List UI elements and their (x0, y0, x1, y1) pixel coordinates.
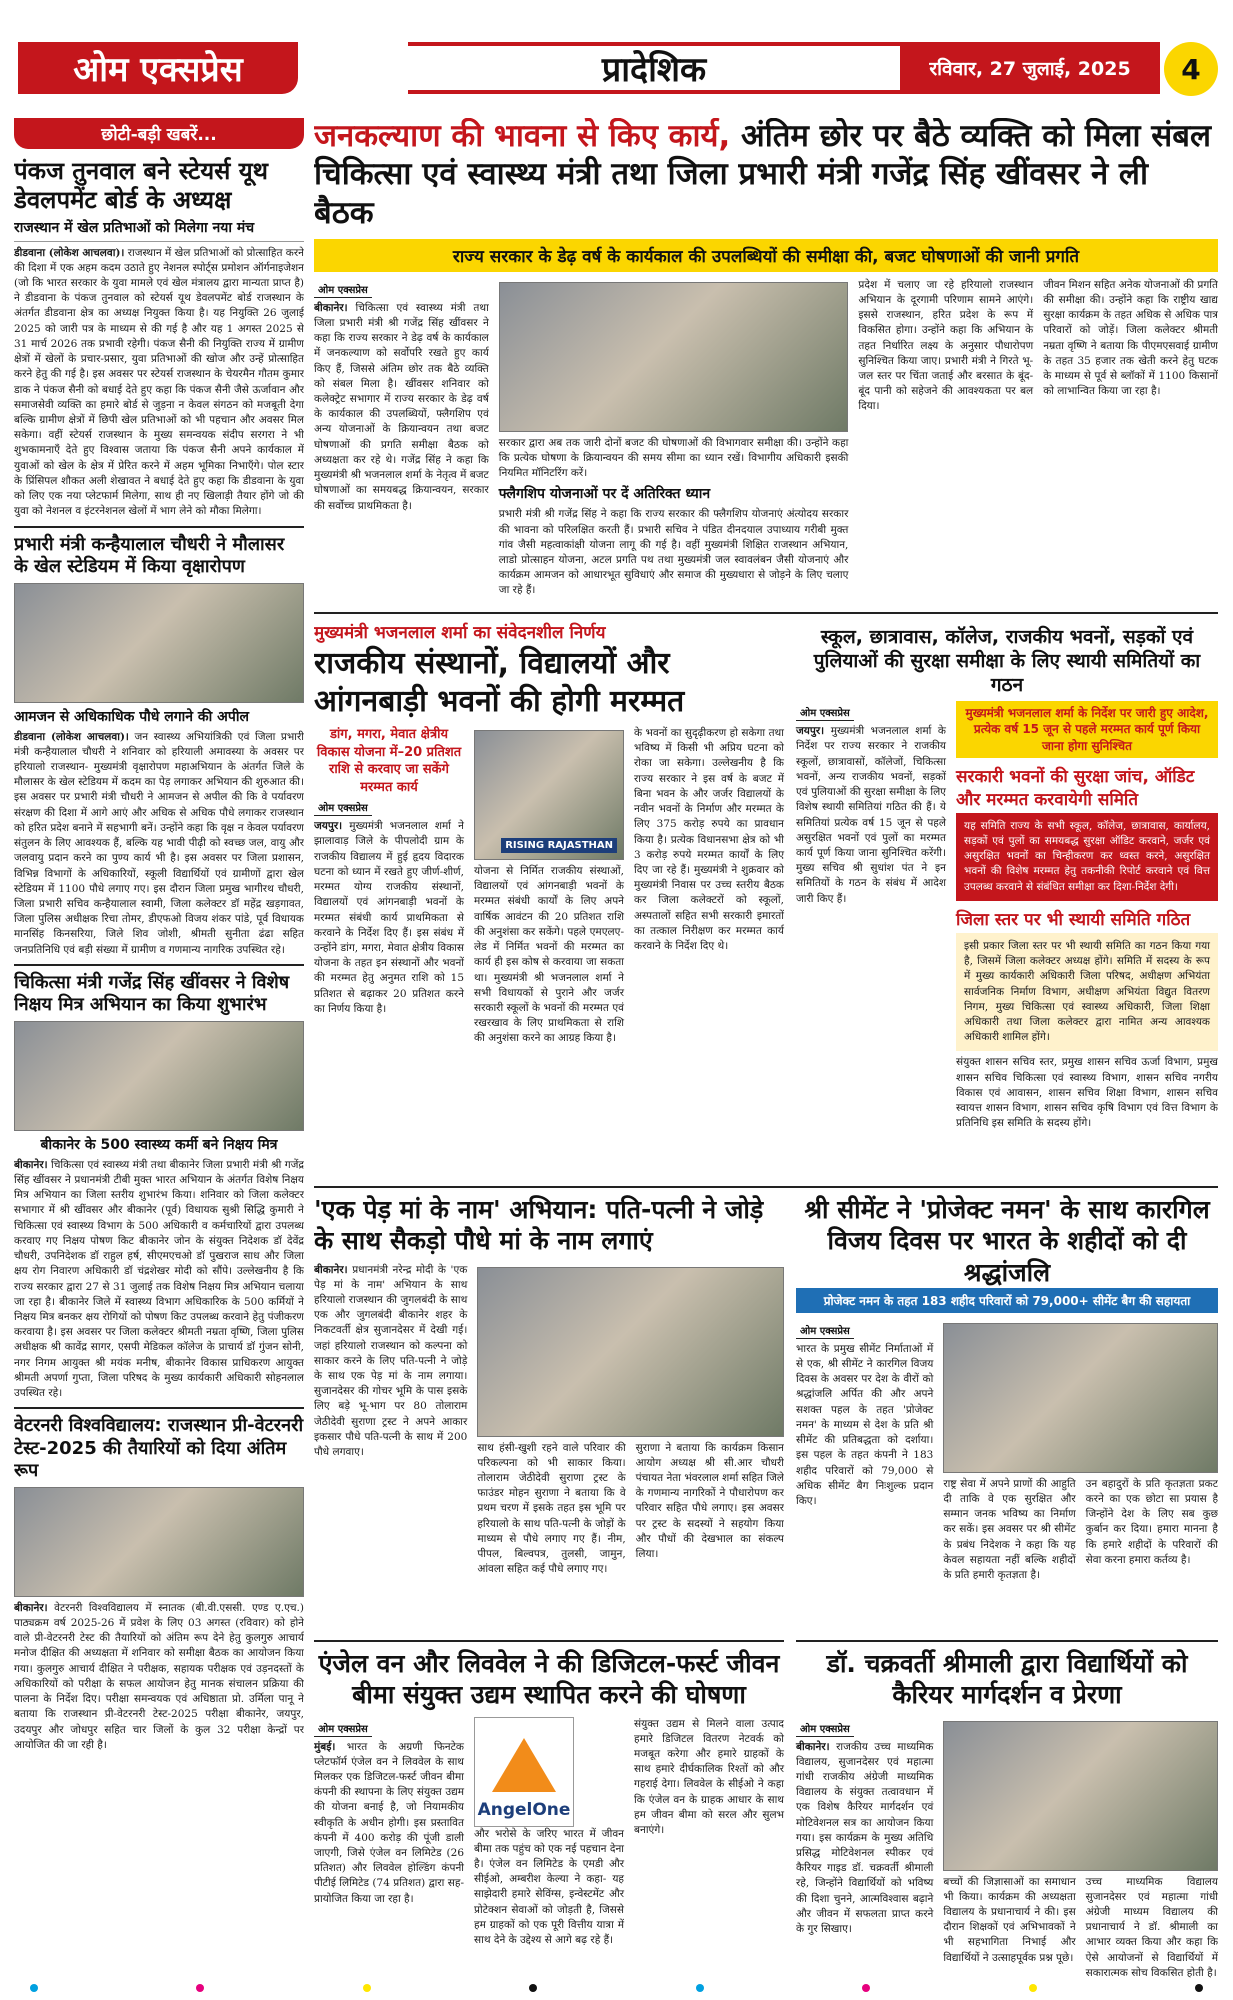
source-tag: ओम एक्सप्रेस (796, 1720, 854, 1737)
cm-photo (474, 730, 624, 860)
story-body (314, 1740, 464, 1907)
story-headline: श्री सीमेंट ने 'प्रोजेक्ट नमन' के साथ कारगिल विजय दिवस पर भारत के शहीदों को दी श्रद्धांजलि (804, 1195, 1210, 1287)
story-text: प्रधानमंत्री नरेन्द्र मोदी के 'एक पेड़ मां के नाम' अभियान के साथ हरियालो राजस्थान की जुगलबंदी के साथ एक और जुगलबंदी बीकानेर शहर के निकटवर्ती क्षेत्र सुजानदेसर में देखी गई। जहां हरियालो राजस्थान को कल्पना को साकार करने के लिए पति-पत्नी ने जोड़े के साथ एक पेड़ मां के नाम लगाया। सुजानदेसर की गोचर भूमि के पास इसके लिए बड़े भू-भाग पर 80 तोलाराम जेठीदेवी सुराणा ट्रस्ट ने अपने आकार इकसार पौधे पति-पत्नी के साथ में 200 पौधे लगवाए। (314, 1263, 468, 1459)
middle-row (314, 620, 1218, 1180)
photo-caption: बीकानेर के 500 स्वास्थ्य कर्मी बने निक्षय मित्र (40, 1136, 278, 1153)
story-text: के भवनों का सुदृढ़ीकरण हो सकेगा तथा भविष्य में किसी भी अप्रिय घटना को रोका जा सकेगा। उल्लेखनीय है कि राज्य सरकार ने इस वर्ष के बजट में बिना भवन के और जर्जर विद्यालयों के नवीन भवनों के निर्माण और मरम्मत के लिए 375 करोड़ रुपये का प्रावधान किया है। प्रत्येक विधानसभा क्षेत्र को भी 3 करोड़ रुपये मरम्मत कार्यों के लिए दिए जा रहे हैं। मुख्यमंत्री ने शुक्रवार को मुख्यमंत्री निवास पर उच्च स्तरीय बैठक कर जिला कलेक्टरों को स्कूलों, अस्पतालों सहित सभी सरकारी इमारतों का तत्काल निरीक्षण कर मरम्मत कार्य करवाने के निर्देश दिए थे। (634, 727, 784, 953)
story-text: भारत के अग्रणी फिनटेक प्लेटफॉर्म एंजेल वन ने लिववेल के साथ मिलकर एक डिजिटल-फर्स्ट जीवन बीमा कंपनी की स्थापना के लिए संयुक्त उद्यम की योजना बनाई है, जो नियामकीय स्वीकृति के अधीन होगी। इस प्रस्तावित कंपनी में 400 करोड़ की पूंजी डाली जाएगी, जिसे एंजेल वन लिमिटेड (26 प्रतिशत) और लिववेल होल्डिंग कंपनी पीटीई लिमिटेड (74 प्रतिशत) द्वारा सह-प्रायोजित किया जा रहा है। (314, 1740, 464, 1905)
lead-col-1 (314, 278, 489, 599)
lead-headline-highlight: जनकल्याण की भावना से किए कार्य, (314, 118, 731, 154)
story-headline: वेटरनरी विश्वविद्यालय: राजस्थान प्री-वेटरनरी टेस्ट-2025 की तैयारियों को दिया अंतिम रूप (14, 1415, 304, 1482)
byline: बीकानेर। (314, 1263, 348, 1276)
story-headline: राजकीय संस्थानों, विद्यालयों और आंगनबाड़ी भवनों की होगी मरम्मत (314, 646, 685, 719)
story-body (314, 1263, 467, 1461)
issue-date: रविवार, 27 जुलाई, 2025 (900, 42, 1160, 94)
story-text: सरकार द्वारा अब तक जारी दोनों बजट की घोषणाओं की विभागवार समीक्षा की। उन्होंने कहा कि प्रत्येक घोषणा के क्रियान्वयन की समय सीमा का ध्यान रखें। विभागीय अधिकारी इसकी नियमित मॉनिटरिंग करें। (498, 436, 849, 480)
story-headline: पंकज तुनवाल बने स्टेयर्स यूथ डेवलपमेंट बोर्ड के अध्यक्ष (14, 157, 268, 214)
cement-photo (943, 1323, 1218, 1473)
registration-dot-icon (862, 1984, 870, 1992)
story-text: मुख्यमंत्री भजनलाल शर्मा ने झालावाड़ जिले के पीपलोदी ग्राम के राजकीय विद्यालय में हुई हृदय विदारक घटना को ध्यान में रखते हुए जीर्ण-शीर्ण, मरम्मत योग्य राजकीय संस्थानों, विद्यालयों एवं आंगनबाड़ी भवनों के मरम्मत संबंधी कार्य प्राथमिकता से करवाने के निर्देश दिए हैं। इस संबंध में उन्होंने डांग, मगरा, मेवात क्षेत्रीय विकास योजना के तहत इन संस्थानों और भवनों की मरम्मत हेतु अनुमत राशि को 15 प्रतिशत से बढ़ाकर 20 प्रतिशत करने का निर्णय किया है। (314, 820, 464, 1015)
story-body (796, 1740, 933, 1938)
story-text: संयुक्त उद्यम से मिलने वाला उत्पाद हमारे डिजिटल वितरण नेटवर्क को मजबूत करेगा और हमारे ग्राहकों के साथ हमारे दीर्घकालिक रिश्तों को और गहराई देगा। लिववेल के सीईओ ने कहा कि एंजेल वन के ग्राहक आधार के साथ हम जीवन बीमा को सरल और सुलभ बनाएंगे। (634, 1717, 784, 1837)
story-angel-one (314, 1648, 784, 1948)
registration-dot-icon (196, 1984, 204, 1992)
highlight-bar: मुख्यमंत्री भजनलाल शर्मा के निर्देश पर जारी हुए आदेश, प्रत्येक वर्ष 15 जून से पहले मरम्मत कार्य पूर्ण किया जाना होगा सुनिश्चित (956, 701, 1218, 758)
lead-headline (314, 118, 1218, 155)
story-body (796, 724, 946, 907)
registration-dot-icon (1029, 1984, 1037, 1992)
story-body (14, 246, 304, 520)
story-subhead: फ्लैगशिप योजनाओं पर दें अतिरिक्त ध्यान (498, 486, 711, 503)
story-headline: एंजेल वन और लिववेल ने की डिजिटल-फर्स्ट जीवन बीमा संयुक्त उद्यम स्थापित करने की घोषणा (318, 1649, 780, 1710)
story-body (14, 1601, 304, 1753)
byline: जयपुर। (314, 820, 343, 833)
byline: बीकानेर। (14, 1158, 48, 1171)
story-text: उन बहादुरों के प्रति कृतज्ञता प्रकट करने का एक छोटा सा प्रयास है जिन्होंने देश के लिए सब कुछ कुर्बान कर दिया। हमारा मानना है कि हमारे शहीदों के परिवारों की सेवा करना हमारा कर्तव्य है। (1085, 1477, 1218, 1566)
story-text: योजना से निर्मित राजकीय संस्थाओं, विद्यालयों एवं आंगनबाड़ी भवनों के मरम्मत संबंधी कार्यों के लिए अपने वार्षिक आवंटन की 20 प्रतिशत राशि की अनुशंसा कर सकेंगे। पहले एमएलए-लेड में निर्मित भवनों की मरम्मत का कार्य ही इस कोष से करवाया जा सकता था। मुख्यमंत्री श्री भजनलाल शर्मा ने सभी विधायकों से पुराने और जर्जर सरकारी स्कूलों के भवनों की मरम्मत एवं रखरखाव के लिए प्राथमिकता से राशि की अनुशंसा करने का आग्रह किया है। (474, 865, 624, 1045)
info-box-red (956, 813, 1218, 901)
story-text: भारत के प्रमुख सीमेंट निर्माताओं में से एक, श्री सीमेंट ने कारगिल विजय दिवस के अवसर पर देश के वीरों को श्रद्धांजलि अर्पित की और अपने सशक्त पहल के तहत 'प्रोजेक्ट नमन' के माध्यम से देश के प्रति श्री सीमेंट की प्रतिबद्धता को दर्शाया। इस पहल के तहत कंपनी ने 183 शहीद परिवारों को 79,000 से अधिक सीमेंट बैग निःशुल्क प्रदान किए। (796, 1342, 934, 1507)
story-body (314, 819, 464, 1017)
lead-col-2 (499, 278, 849, 599)
story-text: और भरोसे के जरिए भारत में जीवन बीमा तक पहुंच को एक नई पहचान देना है। एंजेल वन लिमिटेड के एमडी और सीईओ, अम्बरीश केल्या ने कहा- यह साझेदारी हमारे सेविंग्स, इन्वेस्टमेंट और प्रोटेक्शन सेवाओं को जोड़ती है, जिससे हम ग्राहकों को एक पूरी वित्तीय यात्रा में साथ देने के उद्देश्य से आगे बढ़ रहे हैं। (474, 1827, 624, 1947)
byline: मुंबई। (314, 1740, 336, 1753)
story-text: राष्ट्र सेवा में अपने प्राणों की आहुति दी ताकि वे एक सुरक्षित और सम्मान जनक भविष्य का निर्माण कर सकें। इस अवसर पर श्री सीमेंट के प्रबंध निदेशक ने कहा कि यह केवल सहायता नहीं बल्कि शहीदों के प्रति हमारी कृतज्ञता है। (943, 1477, 1076, 1582)
story-text: संयुक्त शासन सचिव स्तर, प्रमुख शासन सचिव ऊर्जा विभाग, प्रमुख शासन सचिव चिकित्सा एवं स्वास्थ्य विभाग, शासन सचिव नगरीय विकास एवं आवासन, शासन सचिव शिक्षा विभाग, शासन सचिव स्वायत्त शासन विभाग, शासन सचिव कृषि विभाग एवं वित्त विभाग के प्रतिनिधि इस समिति के सदस्य होंगे। (956, 1056, 1218, 1130)
story-safety-committee (796, 620, 1218, 1180)
briefs-ribbon: छोटी-बड़ी खबरें... (14, 118, 304, 149)
byline: बीकानेर। (796, 1740, 830, 1753)
print-registration-marks (0, 1982, 1233, 1994)
left-column (14, 118, 304, 1998)
story-pankaj-tunwal (14, 157, 304, 520)
story-headline: स्कूल, छात्रावास, कॉलेज, राजकीय भवनों, सड़कों एवं पुलियाओं की सुरक्षा समीक्षा के लिए स्थायी समितियों का गठन (813, 626, 1201, 696)
story-kicker: मुख्यमंत्री भजनलाल शर्मा का संवेदनशील निर्णय (314, 623, 606, 643)
story-body (314, 301, 489, 514)
story-cm-repair (314, 620, 784, 1180)
divider (14, 241, 304, 242)
source-tag: ओम एक्सप्रेस (314, 799, 372, 816)
registration-dot-icon (363, 1984, 371, 1992)
story-body (14, 730, 304, 958)
lead-col-4 (1043, 278, 1218, 599)
registration-dot-icon (696, 1984, 704, 1992)
story-deck-bar: प्रोजेक्ट नमन के तहत 183 शहीद परिवारों को 79,000+ सीमेंट बैग की सहायता (796, 1288, 1218, 1313)
story-subheadline: आमजन से अधिकाधिक पौधे लगाने की अपील (14, 708, 249, 725)
triangle-logo-icon (492, 1738, 556, 1792)
source-tag: ओम एक्सप्रेस (796, 1322, 854, 1339)
news-photo (14, 583, 304, 703)
source-tag: ओम एक्सप्रेस (314, 1720, 372, 1737)
lead-deck-bar: राज्य सरकार के डेढ़ वर्ष के कार्यकाल की उपलब्धियों की समीक्षा की, बजट घोषणाओं की जानी प्रगति (314, 239, 1218, 272)
byline: डीडवाना (लोकेश आचलवा)। (14, 730, 129, 743)
story-text: प्रभारी मंत्री श्री गजेंद्र सिंह ने कहा कि राज्य सरकार की फ्लैगशिप योजनाएं अंत्योदय सरकार की भावना को परिलक्षित करती हैं। प्रभारी सचिव ने पंडित दीनदयाल उपाध्याय गरीबी मुक्त गांव जैसी महत्वाकांक्षी योजना लागू की गई है। वहीं मुख्यमंत्री शिक्षित राजस्थान अभियान, लाडो प्रोत्साहन योजना, अटल प्रगति पथ तथा मुख्यमंत्री जल स्वावलंबन जैसी योजनाएं और कार्यक्रम आमजन को आधारभूत सुविधाएं और समाज की मुख्यधारा से जोड़ने के लिए चलाए जा रहे हैं। (498, 508, 849, 597)
story-text: जन स्वास्थ्य अभियांत्रिकी एवं जिला प्रभारी मंत्री कन्हैयालाल चौधरी ने शनिवार को हरियाली अमावस्या के अवसर पर हरियालो राजस्थान- मुख्यमंत्री वृक्षारोपण महाअभियान के अंतर्गत जिले के मौलासर के खेल स्टेडियम में कदम का पेड़ लगाकर अभियान की शुरुआत की। इस अवसर पर प्रभारी मंत्री चौधरी ने आमजन से अपील की कि वे पर्यावरण संरक्षण की दिशा में आगे आएं और अधिक से अधिक पौधे लगाकर राजस्थान को हरित प्रदेश बनाने में सहभागी बनें। उन्होंने कहा कि वृक्ष न केवल पर्यावरण संतुलन के लिए आवश्यक हैं, बल्कि यह भावी पीढ़ी को स्वच्छ जल, वायु और जलवायु प्रदान करने का पुण्य कार्य भी है। इस अवसर पर जिला प्रशासन, विभिन्न विभागों के अधिकारियों, स्कूली विद्यार्थियों एवं ग्रामीणों द्वारा खेल स्टेडियम में 1100 पौधे लगाए गए। इस दौरान जिला प्रमुख भागीरथ चौधरी, जिला प्रभारी सचिव कन्हैयालाल स्वामी, जिला कलेक्टर डॉ महेंद्र खड़गावत, जिला पुलिस अधीक्षक रिचा तोमर, डीएफओ विजय शंकर पांडे, पूर्व विधायक मानसिंह किनसरिया, जिले शिव जोशी, श्रीमती सुनीता ढंढा सहित जनप्रतिनिधि एवं बड़ी संख्या में ग्रामीण व गणमान्य नागरिक उपस्थित रहे। (14, 730, 304, 956)
story-text: साथ हंसी-खुशी रहने वाले परिवार की परिकल्पना को भी साकार किया। तोलाराम जेठीदेवी सुराणा ट्रस्ट के फाउंडर मोहन सुराणा ने बताया कि वे प्रथम चरण में इसके तहत इस भूमि पर हरियालो के साथ पति-पत्नी के जोड़ों के माध्यम से पौधे लगाए गए हैं। नीम, पीपल, बिल्वपत्र, तुलसी, जामुन, आंवला सहित कई पौधे लगाए गए। (477, 1441, 626, 1576)
story-shree-cement (796, 1194, 1218, 1634)
story-headline: चिकित्सा मंत्री गजेंद्र सिंह खींवसर ने विशेष निक्षय मित्र अभियान का किया शुभारंभ (14, 971, 290, 1016)
story-veterinary-test (14, 1415, 304, 1753)
box-heading: सरकारी भवनों की सुरक्षा जांच, ऑडिट और मरम्मत करवायेगी समिति (956, 766, 1195, 810)
story-nikshay-mitra (14, 972, 304, 1402)
event-banner: RISING RAJASTHAN (501, 838, 617, 853)
divider (14, 526, 304, 528)
story-text: बच्चों की जिज्ञासाओं का समाधान भी किया। कार्यक्रम की अध्यक्षता विद्यालय के प्रधानाचार्य ने की। इस दौरान शिक्षकों एवं अभिभावकों ने भी सहभागिता निभाई और विद्यार्थियों ने उत्साहपूर्वक प्रश्न पूछे। (943, 1875, 1076, 1964)
byline: जयपुर। (796, 725, 825, 738)
story-text: जीवन मिशन सहित अनेक योजनाओं की प्रगति की समीक्षा की। उन्होंने कहा कि राष्ट्रीय खाद्य सुरक्षा कार्यक्रम के तहत अधिक से अधिक पात्र परिवारों को जोड़ें। जिला कलेक्टर श्रीमती नम्रता वृष्णि ने बताया कि पीएमएसवाई ग्रामीण के तहत 35 हजार तक खेती करने हेतु घटक के माध्यम से पूर्व से ब्लॉकों में 1100 किसानों को लाभान्वित किया जा रहा है। (1043, 278, 1218, 398)
story-headline: 'एक पेड़ मां के नाम' अभियान: पति-पत्नी ने जोड़े के साथ सैकड़ो पौधे मां के नाम लगाएं (314, 1195, 764, 1256)
story-text: राजस्थान में खेल प्रतिभाओं को प्रोत्साहित करने की दिशा में एक अहम कदम उठाते हुए नेशनल स्पोर्ट्स प्रमोशन ऑर्गनाइजेशन (जो कि भारत सरकार के युवा मामले एवं खेल मंत्रालय द्वारा मान्यता प्राप्त है) ने डीडवाना के पंकज तुनवाल को स्टेयर्स यूथ डेवलपमेंट बोर्ड राजस्थान के अंतर्गत डीडवाना क्षेत्र का अध्यक्ष नियुक्त किया है। यह नियुक्ति 26 जुलाई 2025 को जारी पत्र के माध्यम से की गई है और यह 1 अगस्त 2025 से 31 मार्च 2026 तक प्रभावी रहेगी। पंकज सैनी की नियुक्ति राज्य में ग्रामीण क्षेत्रों में खेलों के प्रचार-प्रसार, युवा प्रतिभाओं की खोज और उन्हें प्रोत्साहित करने हेतु की गई है। इस अवसर पर स्टेयर्स राजस्थान के चेयरमैन गौतम कुमार डाक ने पंकज सैनी को बधाई देते हुए कहा कि पंकज सैनी जैसे ऊर्जावान और समाजसेवी व्यक्ति का हमारे बोर्ड से जुड़ना न केवल संगठन को मजबूती देगा बल्कि ग्रामीण क्षेत्रों में छिपी खेल प्रतिभाओं को भी पहचान और अवसर मिल सकेगा। वहीं स्टेयर्स राजस्थान के मुख्य समन्वयक संदीप सरगरा ने भी शुभकामनाएँ देते हुए विश्वास जताया कि पंकज सैनी अपने कार्यकाल में युवाओं को खेल के क्षेत्र में प्रेरित करने में अहम भूमिका निभाएँगे। पोल स्टार के प्रिंसिपल शौकत अली शेखावत ने बधाई देते हुए कहा कि डीडवाना के युवा को लिए एक नया प्लेटफार्म मिलेगा, साथ ही नए खिलाड़ी तैयार होंगे जो की युवा को नेशनल व इंटरनेशनल खेलों में भाग लेने को मौका मिलेगा। (14, 246, 304, 518)
byline: डीडवाना (लोकेश आचलवा)। (14, 246, 125, 259)
main-area (314, 118, 1218, 1998)
source-tag: ओम एक्सप्रेस (314, 281, 372, 298)
story-text: सुराणा ने बताया कि कार्यक्रम किसान आयोग अध्यक्ष श्री सी.आर चौधरी पंचायत नेता भंवरलाल शर्मा सहित जिले के गणमान्य नागरिकों ने पौधारोपण कर परिवार सहित पौधे लगाए। इस अवसर पर ट्रस्ट के सदस्यों ने सहयोग किया और पौधों की देखभाल का संकल्प लिया। (635, 1441, 784, 1561)
registration-dot-icon (1195, 1984, 1203, 1992)
lower-right (796, 1194, 1218, 1998)
info-box-cream (956, 933, 1218, 1052)
news-photo (14, 1021, 304, 1131)
angel-one-logo (474, 1717, 574, 1827)
logo-wordmark: AngelOne (477, 1799, 571, 1820)
story-text: उच्च माध्यमिक विद्यालय सुजानदेसर एवं महात्मा गांधी अंग्रेजी माध्यम विद्यालय की प्रधानाचार्य ने डॉ. श्रीमाली का आभार व्यक्त किया और कहा कि ऐसे आयोजनों से विद्यार्थियों में सकारात्मक सोच विकसित होती है। (1085, 1875, 1218, 1979)
story-career-guidance (796, 1648, 1218, 1981)
divider (14, 964, 304, 966)
story-headline: प्रभारी मंत्री कन्हैयालाल चौधरी ने मौलासर के खेल स्टेडियम में किया वृक्षारोपण (14, 533, 285, 578)
divider (796, 1640, 1218, 1642)
story-body (14, 1158, 304, 1402)
story-subheadline: राजस्थान में खेल प्रतिभाओं को मिलेगा नया मंच (14, 219, 255, 236)
story-headline: डॉ. चक्रवर्ती श्रीमाली द्वारा विद्यार्थियों को कैरियर मार्गदर्शन व प्रेरणा (826, 1649, 1188, 1710)
masthead (18, 42, 1218, 94)
news-photo (14, 1487, 304, 1597)
box-heading: जिला स्तर पर भी स्थायी समिति गठित (956, 909, 1191, 930)
story-text: मुख्यमंत्री भजनलाल शर्मा के निर्देश पर राज्य सरकार ने राजकीय स्कूलों, छात्रावासों, कॉलेजों, चिकित्सा भवनों, अन्य राजकीय भवनों, सड़कों एवं पुलियाओं की सुरक्षा समीक्षा के लिए विशेष स्थायी समितियां गठित की हैं। ये समितियां प्रत्येक वर्ष 15 जून से पहले असुरक्षित भवनों एवं पुलों का मरम्मत कार्य पूर्ण किया जाना सुनिश्चित करेंगी। मुख्य सचिव श्री सुधांश पंत ने इन समितियों के गठन के संबंध में आदेश जारी किए हैं। (796, 725, 946, 905)
story-text: वेटरनरी विश्वविद्यालय में स्नातक (बी.वी.एससी. एण्ड ए.एच.) पाठ्यक्रम वर्ष 2025-26 में प्रवेश के लिए 03 अगस्त (रविवार) को होने वाले प्री-वेटरनरी टेस्ट की तैयारियों को अंतिम रूप देने हेतु कुलगुरु आचार्य मनोज दीक्षित की अध्यक्षता में शनिवार को समीक्षा बैठक का आयोजन किया गया। कुलगुरु आचार्य दीक्षित ने परीक्षक, सहायक परीक्षक एवं उड़नदस्तों के अधिकारियों को परीक्षा के सफल आयोजन हेतु मानक संचालन प्रक्रिया की पालना के निर्देश दिए। परीक्षा समन्वयक एवं अधिष्ठाता प्रो. उर्मिला पानू ने बताया कि राजस्थान प्री-वेटरनरी टेस्ट-2025 परीक्षा बीकानेर, जयपुर, उदयपुर और जोधपुर सहित चार जिलों के कुल 32 परीक्षा केन्द्रों पर आयोजित की जा रही है। (14, 1601, 304, 1751)
box-text: इसी प्रकार जिला स्तर पर भी स्थायी समिति का गठन किया गया है, जिसमें जिला कलेक्टर अध्यक्ष होंगे। समिति में सदस्य के रूप में मुख्य कार्यकारी अधिकारी जिला परिषद, अधीक्षण अभियंता सार्वजनिक निर्माण विभाग, अधीक्षण अभियंता विद्युत वितरण निगम, मुख्य चिकित्सा एवं स्वास्थ्य अधिकारी, जिला शिक्षा अधिकारी तथा जिला कलेक्टर द्वारा नामित अन्य आवश्यक अधिकारी शामिल होंगे। (964, 939, 1210, 1044)
lead-col-3 (858, 278, 1033, 599)
story-moulasar-plantation (14, 534, 304, 958)
box-text: यह समिति राज्य के सभी स्कूल, कॉलेज, छात्रावास, कार्यालय, सड़कों एवं पुलों का समयबद्ध सुरक्षा ऑडिट करवाने, जर्जर एवं असुरक्षित भवनों का चिन्हीकरण कर ध्वस्त करने, असुरक्षित भवनों की विशेष मरम्मत हेतु तकनीकी रिपोर्ट करवाने एवं वित्त उपलब्ध करवाने से संबंधित समीक्षा कर दिशा-निर्देश देगी। (964, 819, 1210, 893)
newspaper-logo: ओम एक्सप्रेस (18, 42, 298, 94)
plantation-photo (477, 1267, 784, 1437)
section-title: प्रादेशिक (408, 42, 900, 94)
story-ek-ped (314, 1194, 784, 1634)
page-number-badge: 4 (1164, 42, 1218, 96)
registration-dot-icon (529, 1984, 537, 1992)
lead-subheadline: चिकित्सा एवं स्वास्थ्य मंत्री तथा जिला प्रभारी मंत्री गजेंद्र सिंह खींवसर ने ली बैठक (314, 156, 1148, 231)
lead-headline-rest: अंतिम छोर पर बैठे व्यक्ति को मिला संबल (741, 118, 1211, 154)
story-text: प्रदेश में चलाए जा रहे हरियालो राजस्थान अभियान के दूरगामी परिणाम सामने आएंगे। इससे राजस्थान, हरित प्रदेश के रूप में विकसित होगा। उन्होंने कहा कि अभियान के तहत निर्धारित लक्ष्य के अनुसार पौधारोपण सुनिश्चित किया जाए। प्रभारी मंत्री ने गिरते भू-जल स्तर पर चिंता जताई और बरसात के बूंद-बूंद पानी को सहेजने की आवश्यकता पर बल दिया। (858, 278, 1034, 413)
byline: बीकानेर। (314, 301, 348, 314)
divider (314, 1640, 784, 1642)
registration-dot-icon (30, 1984, 38, 1992)
career-photo (943, 1721, 1218, 1871)
divider (314, 1186, 1218, 1188)
story-text: चिकित्सा एवं स्वास्थ्य मंत्री तथा बीकानेर जिला प्रभारी मंत्री श्री गजेंद्र सिंह खींवसर ने प्रधानमंत्री टीबी मुक्त भारत अभियान के अंतर्गत विशेष निक्षय मित्र अभियान का जिला स्तरीय शुभारंभ किया। शनिवार को जिला कलेक्टर सभागार में श्री खींवसर और बीकानेर (पूर्व) विधायक सुश्री सिद्धि कुमारी ने चिकित्सा एवं स्वास्थ्य विभाग के 500 अधिकारी व कर्मचारियों द्वारा उपलब्ध करवाए गए निक्षय पोषण किट बीकानेर जोन के संयुक्त निदेशक डॉ देवेंद्र चौधरी, उपनिदेशक डॉ राहुल हर्ष, सीएमएचओ डॉ पुखराज साध और जिला क्षय रोग निवारण अधिकारी डॉ चंद्रशेखर मोदी को सौंपे। उल्लेखनीय है कि राज्य सरकार द्वारा 27 से 31 जुलाई तक विशेष निक्षय मित्र अभियान चलाया जा रहा है। बीकानेर जिले में स्वास्थ्य विभाग अधिकारिक के 500 कर्मियों ने निक्षय मित्र बनकर क्षय रोगियों को पोषण किट उपलब्ध करवाने हेतु पंजीकरण करवाया है। इस अवसर पर जिला कलेक्टर श्रीमती नम्रता वृष्णि, जिला पुलिस अधीक्षक श्री कावेंद्र सागर, एसपी मेडिकल कॉलेज के प्राचार्य डॉ गुंजन सोनी, नगर निगम आयुक्त श्री मयंक मनीष, बीकानेर विकास प्राधिकरण आयुक्त श्रीमती अपर्णा गुप्ता, जिला परिषद के मुख्य कार्यकारी अधिकारी सोहनलाल उपस्थित रहे। (14, 1158, 304, 1400)
story-deck: डांग, मगरा, मेवात क्षेत्रीय विकास योजना में–20 प्रतिशत राशि से करवाए जा सकेंगे मरम्मत कार्य (316, 727, 462, 795)
divider (14, 1407, 304, 1409)
story-text: राजकीय उच्च माध्यमिक विद्यालय, सुजानदेसर एवं महात्मा गांधी राजकीय अंग्रेजी माध्यमिक विद्यालय के संयुक्त तत्वावधान में एक विशेष कैरियर मार्गदर्शन एवं मोटिवेशनल सत्र का आयोजन किया गया। इस कार्यक्रम के मुख्य अतिथि प्रसिद्ध मोटिवेशनल स्पीकर एवं कैरियर गाइड डॉ. चक्रवर्ती श्रीमाली रहे, जिन्होंने विद्यार्थियों को भविष्य की दिशा चुनने, आत्मविश्वास बढ़ाने और जीवन में सफलता प्राप्त करने के गुर सिखाए। (796, 1740, 934, 1936)
story-text: चिकित्सा एवं स्वास्थ्य मंत्री तथा जिला प्रभारी मंत्री श्री गजेंद्र सिंह खींवसर ने कहा कि राज्य सरकार ने डेढ़ वर्ष के कार्यकाल में जनकल्याण को सर्वोपरि रखते हुए कार्य किए हैं, जिससे अंतिम छोर तक बैठे व्यक्ति को संबल मिला है। खींवसर शनिवार को कलेक्ट्रेट सभागार में राज्य सरकार के डेढ़ वर्ष के कार्यकाल की उपलब्धियों, फ्लैगशिप एवं अन्य योजनाओं के क्रियान्वयन तथा बजट घोषणाओं की प्रगति समीक्षा बैठक को अध्यक्षता कर रहे थे। गजेंद्र सिंह ने कहा कि मुख्यमंत्री श्री भजनलाल शर्मा के नेतृत्व में बजट घोषणाओं का समयबद्ध क्रियान्वयन, सरकार की सर्वोच्च प्राथमिकता है। (314, 301, 489, 512)
meeting-photo (499, 282, 849, 432)
divider (314, 612, 1218, 614)
lower-left (314, 1194, 784, 1998)
lower-row (314, 1194, 1218, 1998)
byline: बीकानेर। (14, 1601, 48, 1614)
lead-story (314, 118, 1218, 606)
source-tag: ओम एक्सप्रेस (796, 704, 854, 721)
